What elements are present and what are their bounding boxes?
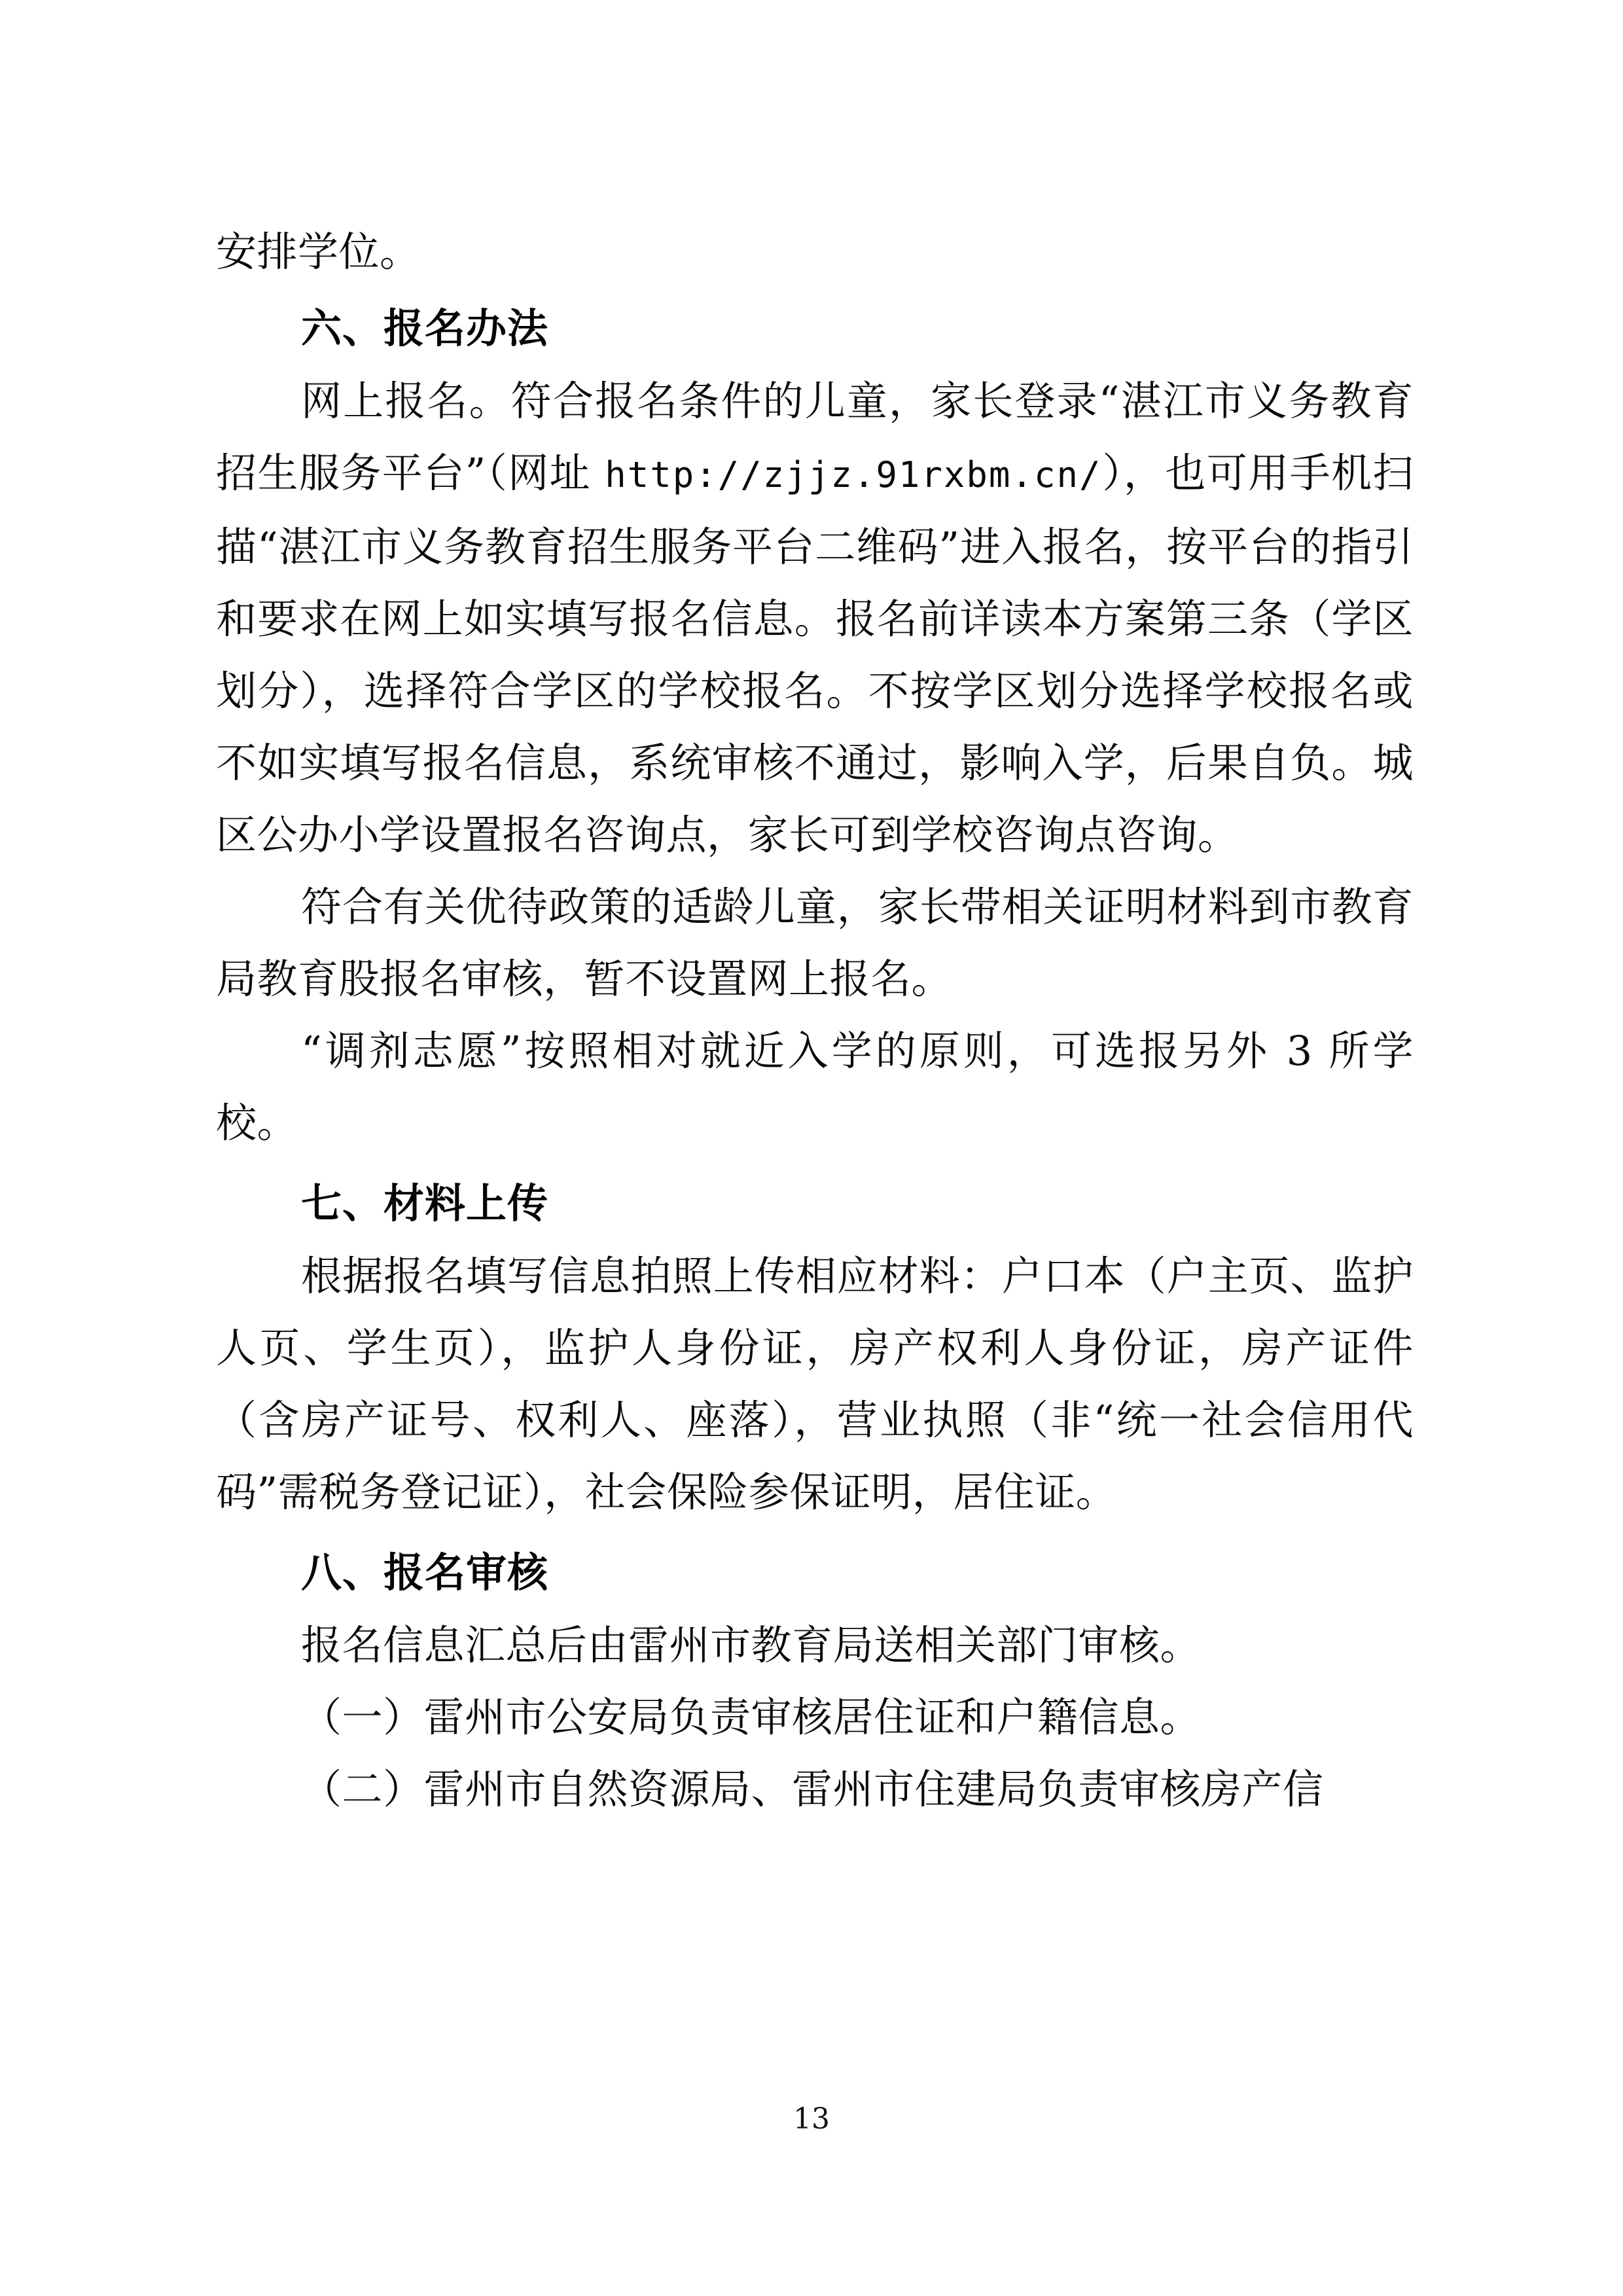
paragraph-materials-upload: 根据报名填写信息拍照上传相应材料：户口本（户主页、监护人页、学生页），监护人身份证，房产权利人身份证，房产证件（含房产证号、权利人、座落），营业执照（非“统一社会信用代码”需税务登记证），社会保险参保证明，居住证。 bbox=[216, 1252, 1414, 1516]
page-number: 13 bbox=[793, 2102, 830, 2136]
continued-line: 安排学位。 bbox=[216, 228, 421, 276]
registration-platform-url: http://zjjz.91rxbm.cn/ bbox=[605, 454, 1102, 495]
spacer bbox=[216, 1159, 1414, 1167]
paragraph-online-registration bbox=[216, 365, 1414, 871]
page-content bbox=[216, 216, 1414, 1825]
spacer bbox=[216, 1528, 1414, 1536]
paragraph-audit-item-two: （二）雷州市自然资源局、雷州市住建局负责审核房产信 bbox=[301, 1765, 1324, 1813]
paragraph-adjustment-wish: “调剂志愿”按照相对就近入学的原则，可选报另外 3 所学校。 bbox=[216, 1027, 1414, 1147]
paragraph-audit-item-one: （一）雷州市公安局负责审核居住证和户籍信息。 bbox=[301, 1693, 1202, 1741]
section-heading-eight: 八、报名审核 bbox=[301, 1549, 549, 1596]
paragraph-preferential-policy: 符合有关优待政策的适龄儿童，家长带相关证明材料到市教育局教育股报名审核，暂不设置网上报名。 bbox=[216, 883, 1414, 1003]
paragraph-audit-intro: 报名信息汇总后由雷州市教育局送相关部门审核。 bbox=[301, 1621, 1202, 1669]
section-heading-six: 六、报名办法 bbox=[301, 304, 549, 352]
online-registration-text-after-url: ），也可用手机扫描“湛江市义务教育招生服务平台二维码”进入报名，按平台的指引和要求在网上如实填写报名信息。报名前详读本方案第三条（学区划分），选择符合学区的学校报名。不按学区划分选择学校报名或不如实填写报名信息，系统审核不通过，影响入学，后果自负。城区公办小学设置报名咨询点，家长可到学校咨询点咨询。 bbox=[216, 449, 1414, 859]
section-heading-seven: 七、材料上传 bbox=[301, 1179, 549, 1227]
online-registration-text-before-url: 网上报名。符合报名条件的儿童，家长登录“湛江市义务教育招生服务平台”（网址 bbox=[216, 377, 1414, 497]
